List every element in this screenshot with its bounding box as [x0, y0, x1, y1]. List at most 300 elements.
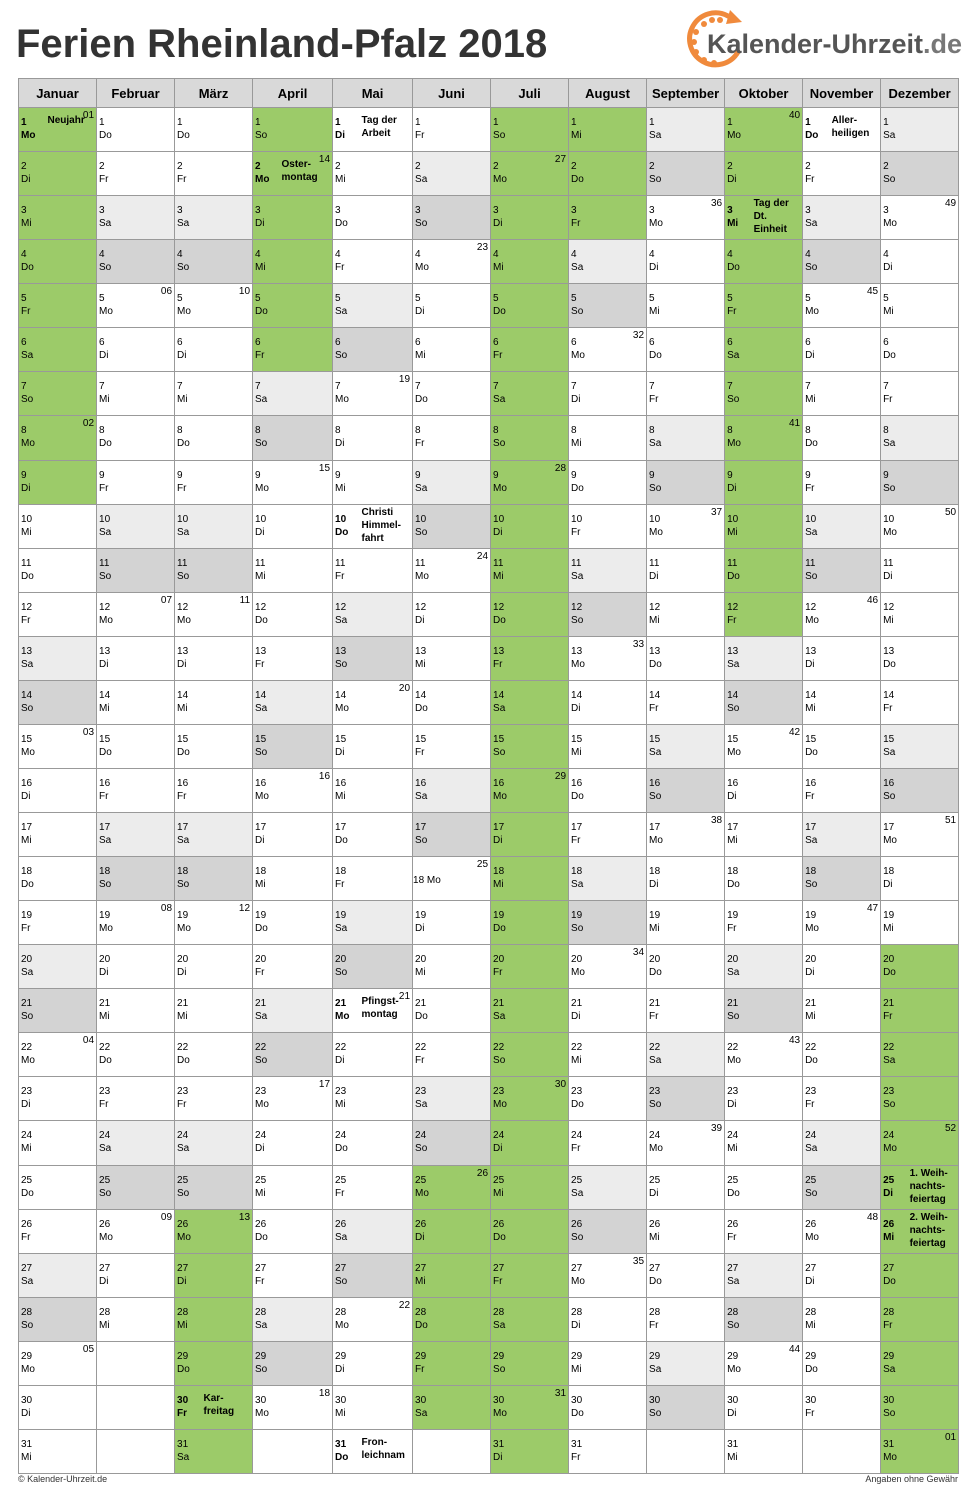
day-number: 10	[493, 513, 505, 525]
day-number: 17	[255, 822, 267, 833]
day-number: 28	[177, 1306, 189, 1318]
day-note-cell	[829, 1297, 881, 1341]
day-note-cell	[45, 945, 97, 989]
day-cell	[175, 1253, 201, 1297]
weekday-label: Fr	[177, 482, 187, 494]
day-cell	[491, 196, 517, 240]
day-cell	[19, 1033, 45, 1077]
day-number: 3	[415, 205, 421, 217]
day-number: 9	[21, 469, 27, 481]
day-note-cell	[439, 1341, 491, 1385]
day-cell	[569, 460, 595, 504]
day-number: 20	[21, 954, 33, 966]
weekday-label: Mi	[805, 702, 816, 714]
weekday-label: Di	[415, 1231, 425, 1243]
week-number: 44	[788, 1343, 801, 1355]
holiday-label: Kar-freitag	[203, 1392, 235, 1417]
day-number: 27	[883, 1262, 895, 1274]
day-note-cell	[751, 240, 803, 284]
day-cell	[725, 460, 751, 504]
page-title: Ferien Rheinland-Pfalz 2018	[16, 22, 548, 66]
day-cell	[569, 328, 595, 372]
day-note-cell	[829, 857, 881, 901]
day-note-cell	[123, 1033, 175, 1077]
day-cell	[491, 857, 517, 901]
day-row-8	[19, 416, 959, 460]
weekday-label: Fr	[335, 879, 345, 891]
day-cell	[413, 1341, 439, 1385]
day-number: 3	[727, 205, 733, 217]
day-row-26	[19, 1209, 959, 1253]
day-note-cell	[123, 240, 175, 284]
day-note-cell	[279, 857, 333, 901]
day-number: 14	[649, 689, 661, 701]
day-note-cell	[751, 945, 803, 989]
weekday-label: Mo	[177, 923, 191, 935]
day-note-cell	[829, 460, 881, 504]
day-number: 2	[21, 161, 27, 173]
day-number: 8	[883, 425, 889, 437]
day-note-cell	[439, 504, 491, 548]
weekday-label: So	[805, 570, 818, 582]
weekday-label: Do	[493, 306, 506, 318]
day-note-cell	[751, 1341, 803, 1385]
day-note-cell	[359, 504, 413, 548]
day-number: 18	[805, 866, 817, 878]
day-number: 15	[255, 733, 267, 745]
day-cell	[725, 1385, 751, 1429]
day-number: 11	[493, 557, 504, 569]
day-note-cell	[45, 460, 97, 504]
weekday-label: Mi	[493, 1187, 504, 1199]
day-note-cell	[517, 504, 569, 548]
day-number: 26	[571, 1218, 583, 1230]
day-number: 30	[255, 1394, 267, 1406]
weekday-label: Fr	[883, 1319, 893, 1331]
day-number: 1	[255, 117, 261, 128]
day-cell	[413, 108, 439, 152]
day-number: 31	[493, 1438, 505, 1450]
month-header-2: Februar	[97, 79, 175, 108]
day-note-cell	[517, 636, 569, 680]
weekday-label: Do	[335, 835, 348, 846]
weekday-label: Sa	[99, 835, 112, 846]
day-note-cell	[517, 945, 569, 989]
day-row-30	[19, 1385, 959, 1429]
day-number: 21	[649, 998, 661, 1010]
day-number: 30	[21, 1394, 33, 1406]
week-number: 37	[710, 506, 723, 518]
day-cell	[413, 724, 439, 768]
day-cell	[491, 504, 517, 548]
day-cell	[647, 945, 673, 989]
weekday-label: So	[99, 879, 112, 891]
weekday-label: Mo	[177, 614, 191, 626]
day-note-cell	[829, 1077, 881, 1121]
day-number: 14	[99, 689, 111, 701]
day-note-cell	[201, 724, 253, 768]
day-number: 6	[805, 337, 811, 349]
day-note-cell	[829, 548, 881, 592]
day-note-cell	[751, 152, 803, 196]
day-cell	[881, 1165, 907, 1209]
day-cell	[647, 152, 673, 196]
day-cell	[413, 680, 439, 724]
day-cell	[803, 989, 829, 1033]
day-note-cell	[751, 813, 803, 857]
day-note-cell	[517, 724, 569, 768]
day-cell	[881, 724, 907, 768]
weekday-label: Fr	[727, 306, 737, 318]
weekday-label: Do	[335, 1143, 348, 1155]
day-note-cell	[673, 989, 725, 1033]
day-cell	[569, 284, 595, 328]
day-number: 20	[99, 954, 111, 966]
holiday-label: Tag der Dt. Einheit	[753, 198, 789, 236]
day-row-19	[19, 901, 959, 945]
day-number: 25	[493, 1174, 505, 1186]
day-number: 7	[883, 381, 889, 393]
weekday-label: Do	[99, 130, 112, 141]
month-header-8: August	[569, 79, 647, 108]
day-note-cell	[123, 945, 175, 989]
weekday-label: Di	[177, 1275, 187, 1287]
weekday-label: Fr	[415, 438, 425, 450]
weekday-label: Mi	[649, 614, 660, 626]
weekday-label: So	[177, 262, 190, 274]
day-cell	[19, 196, 45, 240]
day-cell	[881, 1253, 907, 1297]
day-note-cell	[439, 1121, 491, 1165]
day-cell	[647, 1341, 673, 1385]
day-number: 31	[571, 1438, 583, 1450]
day-note-cell	[45, 548, 97, 592]
day-cell	[175, 548, 201, 592]
weekday-label: Do	[177, 130, 190, 141]
weekday-label: Do	[21, 1187, 34, 1199]
day-cell	[569, 901, 595, 945]
day-number: 3	[571, 205, 577, 217]
day-number: 23	[335, 1086, 347, 1098]
day-number: 4	[415, 249, 421, 261]
day-cell	[97, 416, 123, 460]
weekday-label: Di	[571, 702, 581, 714]
day-number: 24	[493, 1130, 505, 1142]
day-cell	[803, 460, 829, 504]
day-number: 26	[177, 1218, 189, 1230]
day-note-cell	[279, 196, 333, 240]
day-number: 24	[571, 1130, 583, 1142]
day-cell	[19, 1121, 45, 1165]
day-cell	[569, 636, 595, 680]
day-number: 9	[649, 469, 655, 481]
day-number: 16	[805, 777, 817, 789]
day-row-27	[19, 1253, 959, 1297]
weekday-label: Di	[493, 526, 503, 538]
day-number: 27	[177, 1262, 189, 1274]
day-cell	[647, 857, 673, 901]
day-note-cell	[279, 152, 333, 196]
day-note-cell	[751, 768, 803, 812]
weekday-label: Fr	[177, 1099, 187, 1111]
day-cell	[175, 152, 201, 196]
day-number: 4	[649, 249, 655, 261]
day-note-cell	[279, 1385, 333, 1429]
weekday-label: Fr	[177, 1407, 188, 1419]
weekday-label: Mi	[649, 923, 660, 935]
week-number: 11	[239, 594, 251, 606]
day-cell	[725, 1209, 751, 1253]
day-note-cell	[673, 1121, 725, 1165]
day-note-cell	[359, 284, 413, 328]
day-number: 16	[335, 777, 347, 789]
week-number: 39	[710, 1123, 723, 1135]
day-note-cell	[595, 813, 647, 857]
day-cell	[647, 813, 673, 857]
day-number: 31	[883, 1438, 895, 1450]
day-number: 6	[255, 337, 261, 349]
day-note-cell	[829, 680, 881, 724]
day-cell	[413, 945, 439, 989]
day-number: 12	[571, 601, 583, 613]
weekday-label: Mi	[649, 1231, 660, 1243]
weekday-label: Do	[727, 1187, 740, 1199]
day-cell	[647, 1297, 673, 1341]
day-cell	[569, 1297, 595, 1341]
day-number: 7	[255, 381, 261, 393]
day-note-cell	[595, 240, 647, 284]
day-cell	[97, 1297, 123, 1341]
day-cell	[725, 1165, 751, 1209]
day-note-cell	[123, 284, 175, 328]
day-number: 30	[649, 1394, 661, 1406]
weekday-label: Mo	[415, 262, 429, 274]
day-note-cell	[45, 1297, 97, 1341]
day-note-cell	[907, 548, 959, 592]
weekday-label: Mo	[493, 1407, 507, 1419]
day-note-cell	[201, 240, 253, 284]
day-note-cell	[279, 1077, 333, 1121]
day-number: 5	[649, 293, 655, 305]
day-note-cell	[123, 592, 175, 636]
day-number: 15	[649, 733, 661, 745]
weekday-label: Di	[415, 306, 425, 318]
day-cell	[97, 1253, 123, 1297]
day-number: 30	[177, 1394, 189, 1406]
day-number: 26	[883, 1218, 895, 1230]
day-cell	[647, 416, 673, 460]
day-cell	[725, 240, 751, 284]
day-cell	[175, 1341, 201, 1385]
day-note-cell	[123, 108, 175, 152]
weekday-label: Sa	[255, 1011, 268, 1023]
day-cell	[19, 548, 45, 592]
day-number: 5	[177, 293, 183, 305]
day-cell	[175, 592, 201, 636]
day-cell	[647, 592, 673, 636]
day-cell	[881, 372, 907, 416]
day-number: 12	[99, 601, 111, 613]
weekday-label: So	[21, 702, 34, 714]
day-number: 18 Mo	[413, 875, 441, 887]
weekday-label: Sa	[255, 394, 268, 406]
day-cell	[175, 416, 201, 460]
day-note-cell	[439, 1209, 491, 1253]
day-note-cell	[595, 1209, 647, 1253]
day-note-cell	[673, 196, 725, 240]
weekday-label: Sa	[21, 350, 34, 362]
day-number: 15	[493, 733, 505, 745]
weekday-label: Fr	[99, 482, 109, 494]
day-cell	[491, 1165, 517, 1209]
day-number: 5	[21, 293, 27, 305]
week-number: 26	[476, 1167, 489, 1179]
day-note-cell	[595, 1385, 647, 1429]
day-cell	[97, 108, 123, 152]
weekday-label: Do	[255, 306, 268, 318]
day-note-cell	[359, 592, 413, 636]
day-note-cell	[595, 328, 647, 372]
week-number: 36	[710, 198, 723, 210]
day-number: 13	[99, 645, 111, 657]
day-number: 12	[335, 601, 347, 613]
weekday-label: Fr	[883, 702, 893, 714]
day-number: 20	[177, 954, 189, 966]
day-number: 27	[415, 1262, 427, 1274]
day-note-cell	[359, 1385, 413, 1429]
day-cell	[333, 1033, 359, 1077]
weekday-label: So	[493, 1363, 506, 1375]
day-note-cell	[751, 504, 803, 548]
day-cell	[569, 857, 595, 901]
weekday-label: Sa	[883, 438, 896, 450]
weekday-label: Sa	[805, 218, 818, 230]
day-number: 3	[335, 205, 341, 217]
weekday-label: Mi	[415, 967, 426, 979]
day-cell	[881, 196, 907, 240]
week-number: 41	[788, 418, 801, 430]
day-note-cell	[439, 196, 491, 240]
day-note-cell	[751, 1209, 803, 1253]
day-cell	[175, 328, 201, 372]
day-cell	[333, 328, 359, 372]
weekday-label: Mo	[727, 130, 741, 141]
day-cell	[97, 989, 123, 1033]
day-cell	[19, 901, 45, 945]
day-note-cell	[517, 901, 569, 945]
day-cell	[647, 724, 673, 768]
day-number: 26	[255, 1218, 267, 1230]
day-note-cell	[907, 724, 959, 768]
day-number: 22	[727, 1042, 739, 1054]
day-number: 26	[493, 1218, 505, 1230]
day-cell	[333, 768, 359, 812]
day-number: 6	[649, 337, 655, 349]
day-cell	[253, 1077, 279, 1121]
day-cell	[333, 372, 359, 416]
day-cell	[175, 1077, 201, 1121]
day-cell	[725, 284, 751, 328]
week-number: 15	[318, 462, 331, 474]
day-number: 21	[493, 998, 505, 1010]
day-row-29	[19, 1341, 959, 1385]
weekday-label: Mo	[99, 923, 113, 935]
day-number: 19	[571, 910, 583, 922]
weekday-label: Fr	[493, 350, 503, 362]
day-number: 10	[255, 513, 267, 525]
day-note-cell	[201, 592, 253, 636]
day-cell	[491, 945, 517, 989]
week-number: 50	[944, 506, 957, 518]
weekday-label: Mi	[493, 262, 504, 274]
day-cell	[175, 460, 201, 504]
weekday-label: Fr	[493, 967, 503, 979]
day-number: 5	[99, 293, 105, 305]
weekday-label: Di	[415, 923, 425, 935]
day-cell	[333, 460, 359, 504]
day-cell	[803, 152, 829, 196]
day-cell	[253, 1253, 279, 1297]
weekday-label: Fr	[805, 482, 815, 494]
weekday-label: Sa	[883, 130, 896, 141]
day-note-cell	[279, 813, 333, 857]
day-cell	[491, 152, 517, 196]
day-cell	[413, 548, 439, 592]
day-number: 3	[805, 205, 811, 217]
day-note-cell	[45, 328, 97, 372]
week-number: 07	[160, 594, 173, 606]
day-cell	[413, 1165, 439, 1209]
week-number: 17	[318, 1079, 331, 1091]
day-number: 11	[21, 557, 32, 569]
day-cell	[333, 108, 359, 152]
day-number: 29	[649, 1350, 661, 1362]
day-number: 12	[255, 601, 267, 613]
day-number: 2	[335, 161, 341, 173]
day-cell	[175, 1429, 201, 1473]
logo-wordmark[interactable]	[707, 28, 962, 60]
weekday-label: Do	[177, 1363, 190, 1375]
day-number: 7	[571, 381, 577, 393]
holiday-label: Oster-montag	[281, 159, 318, 184]
day-note-cell	[907, 1121, 959, 1165]
day-note-cell	[359, 1341, 413, 1385]
day-number: 9	[335, 469, 341, 481]
day-cell	[803, 636, 829, 680]
day-cell	[803, 284, 829, 328]
day-note-cell	[751, 1385, 803, 1429]
weekday-label: So	[571, 306, 584, 318]
weekday-label: Fr	[335, 570, 345, 582]
day-cell	[333, 989, 359, 1033]
weekday-label: Mo	[335, 1319, 349, 1331]
day-number: 30	[883, 1394, 895, 1406]
day-note-cell	[359, 1297, 413, 1341]
day-row-10	[19, 504, 959, 548]
day-cell	[413, 1121, 439, 1165]
day-cell	[569, 548, 595, 592]
weekday-label: Fr	[255, 658, 265, 670]
day-number: 1	[21, 117, 27, 128]
day-number: 1	[805, 117, 811, 128]
day-number: 28	[493, 1306, 505, 1318]
week-number: 33	[632, 638, 645, 650]
day-number: 13	[335, 645, 347, 657]
day-cell	[491, 1121, 517, 1165]
week-number: 01	[944, 1431, 957, 1443]
day-note-cell	[201, 1253, 253, 1297]
day-cell	[175, 768, 201, 812]
